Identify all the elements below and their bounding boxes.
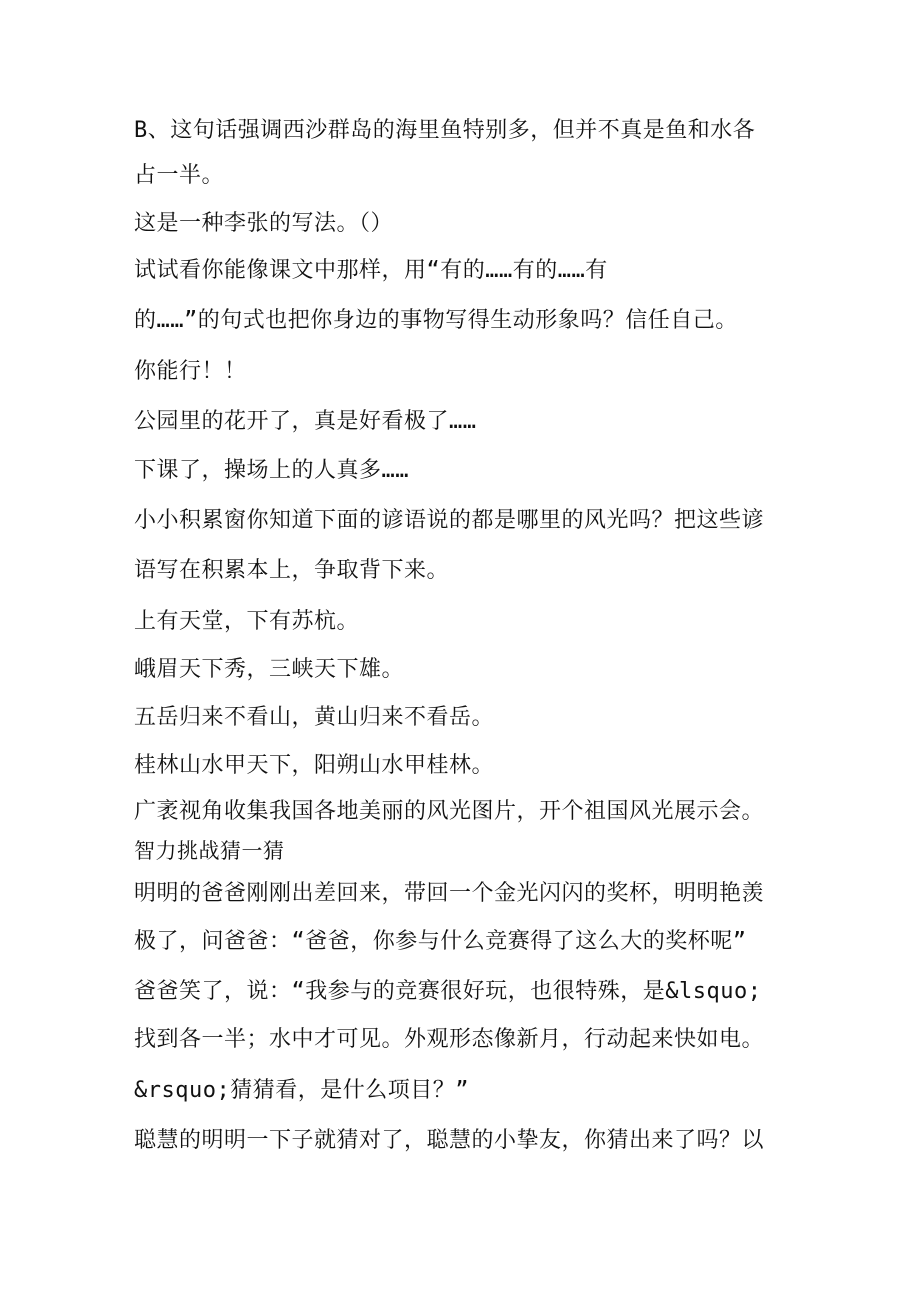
text-line: 五岳归来不看山，黄山归来不看岳。 <box>134 705 495 730</box>
text-line: 找到各一半；水中才可见。外观形态像新月，行动起来快如电。 <box>134 1027 765 1052</box>
text-line: 公园里的花开了，真是好看极了…… <box>134 409 477 434</box>
text-line: 试试看你能像课文中那样，用“有的……有的……有 <box>134 258 608 283</box>
text-line: 上有天堂，下有苏杭。 <box>134 609 360 634</box>
text-line: 明明的爸爸刚刚出差回来，带回一个金光闪闪的奖杯，明明艳羡 <box>134 881 765 906</box>
text-line: &rsquo;猜猜看，是什么项目？” <box>134 1078 469 1103</box>
text-line: 占一半。 <box>134 163 225 188</box>
text-line: 极了，问爸爸：“爸爸，你参与什么竞赛得了这么大的奖杯呢” <box>134 929 747 954</box>
text-line: 下课了，操场上的人真多…… <box>134 458 409 483</box>
text-line: 的……”的句式也把你身边的事物写得生动形象吗？信任自己。 <box>134 308 738 333</box>
text-line: 桂林山水甲天下，阳朔山水甲桂林。 <box>134 753 495 778</box>
text-line: 小小积累窗你知道下面的谚语说的都是哪里的风光吗？把这些谚 <box>134 508 765 533</box>
text-line: 聪慧的明明一下子就猜对了，聪慧的小挚友，你猜出来了吗？以 <box>134 1128 765 1153</box>
text-line: 你能行！！ <box>134 359 247 384</box>
text-line: B、这句话强调西沙群岛的海里鱼特别多，但并不真是鱼和水各 <box>134 118 756 143</box>
document-body <box>134 108 794 1168</box>
section-heading: 智力挑战猜一猜 <box>134 839 285 863</box>
text-line: 广袤视角收集我国各地美丽的风光图片，开个祖国风光展示会。 <box>134 799 765 824</box>
text-line: 语写在积累本上，争取背下来。 <box>134 558 450 583</box>
text-line: 这是一种李张的写法。（） <box>134 211 394 236</box>
text-line: 爸爸笑了，说：“我参与的竞赛很好玩，也很特殊，是&lsquo; <box>134 979 762 1004</box>
text-line: 峨眉天下秀，三峡天下雄。 <box>134 657 405 682</box>
